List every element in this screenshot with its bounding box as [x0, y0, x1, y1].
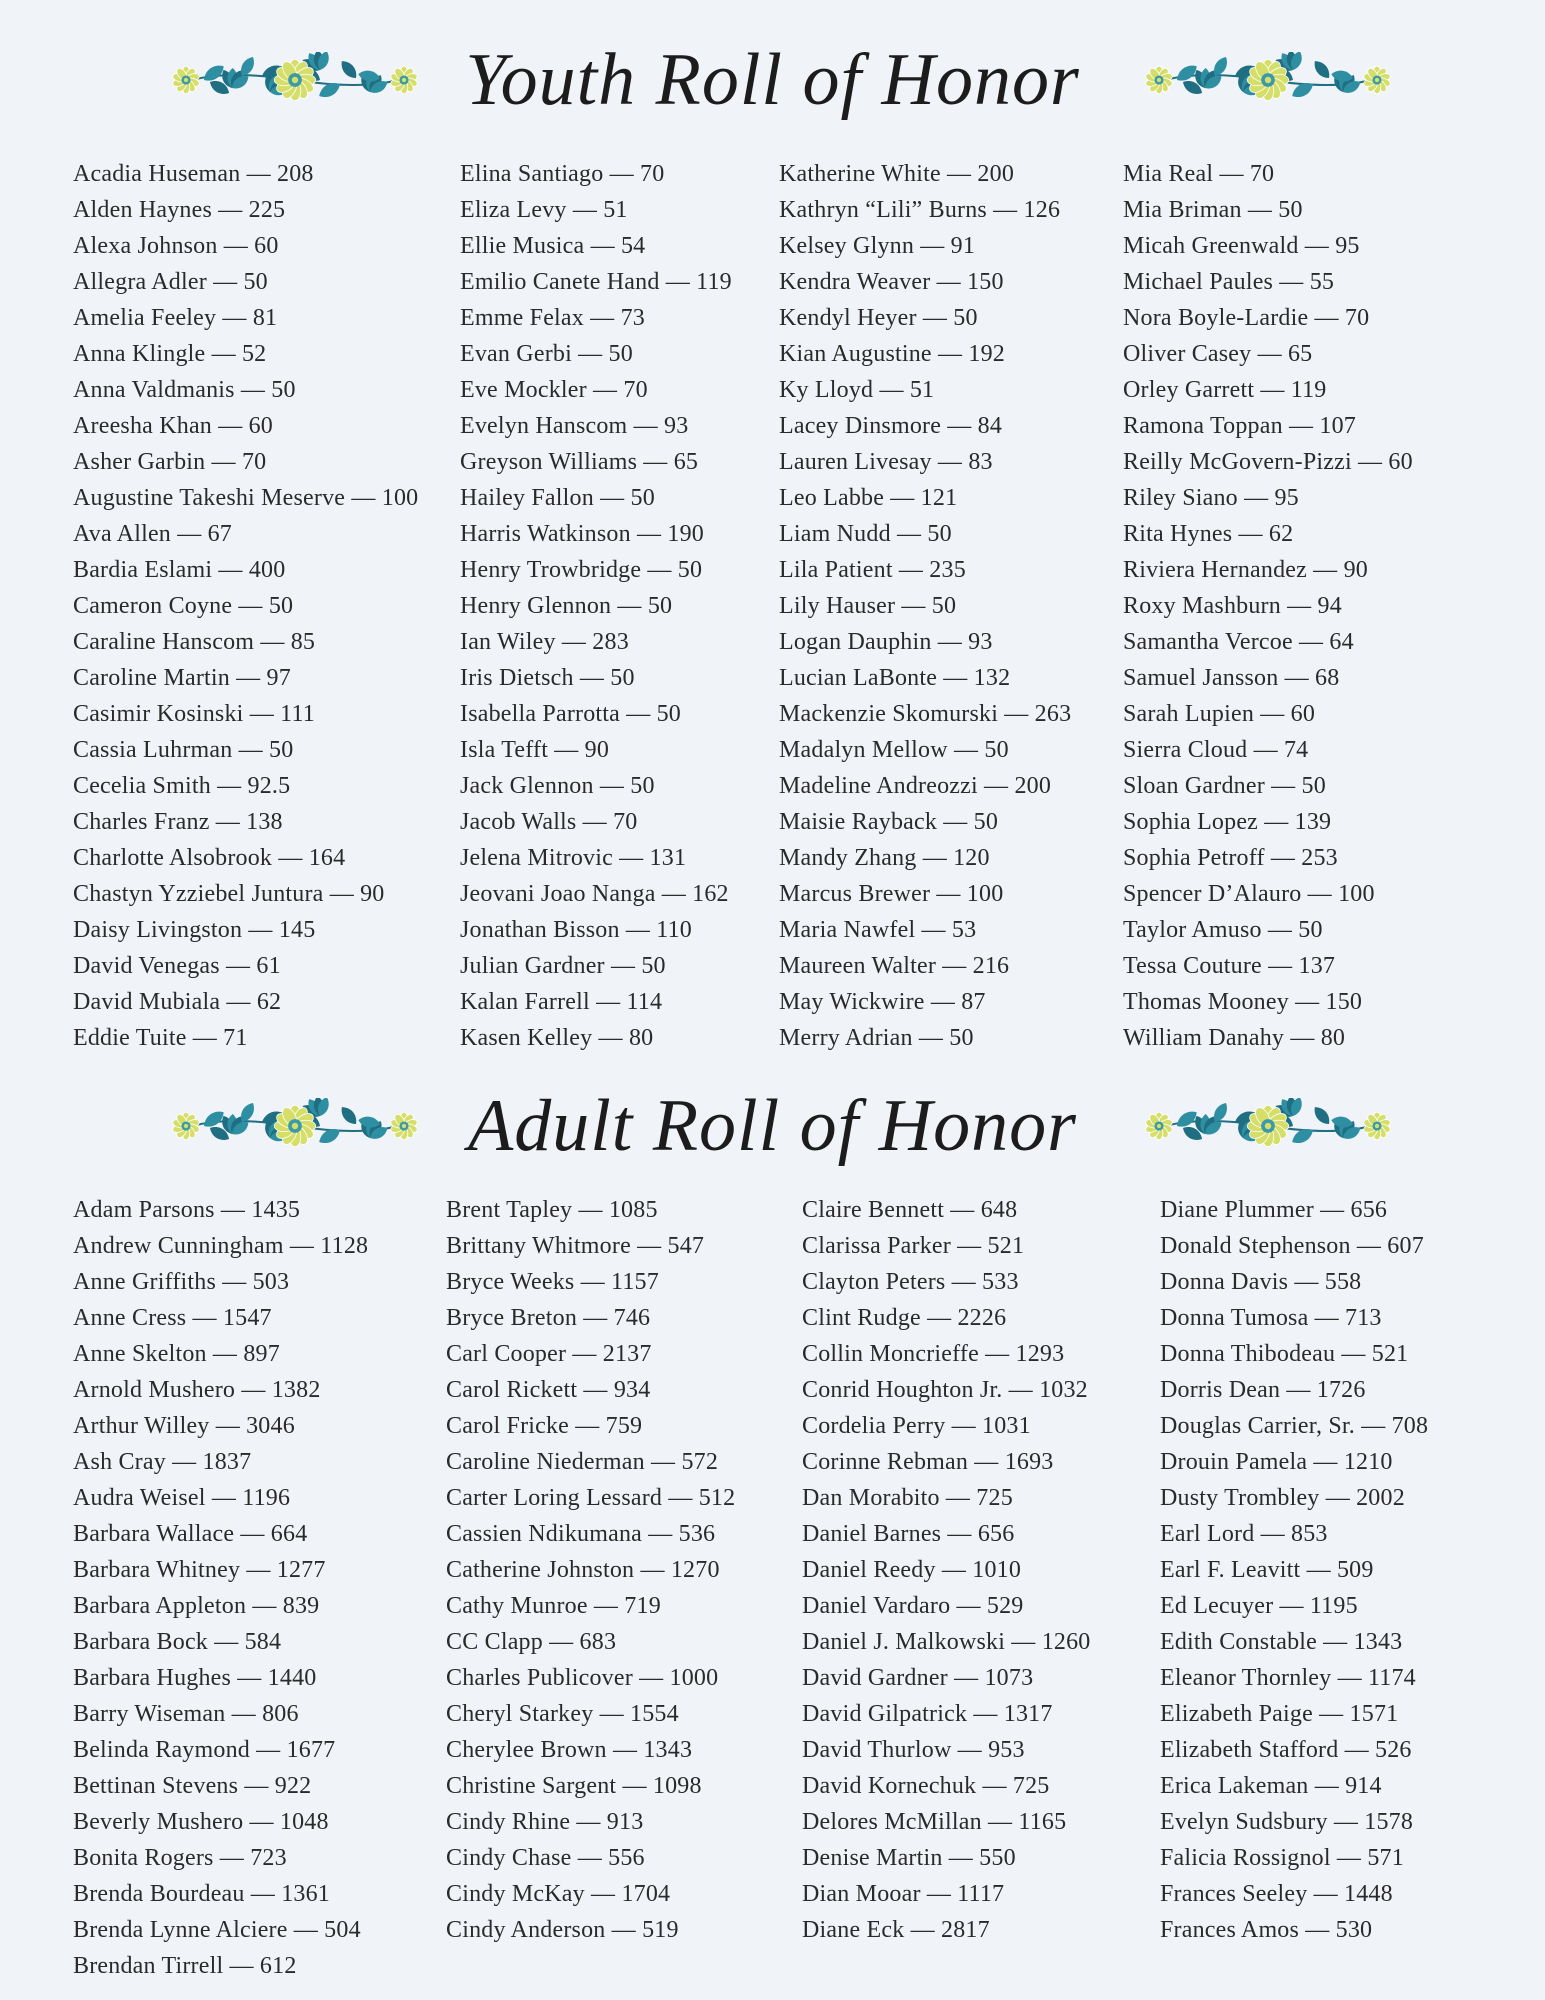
list-item: Cathy Munroe — 719 [446, 1593, 661, 1619]
list-item: David Thurlow — 953 [802, 1737, 1025, 1763]
list-item: Beverly Mushero — 1048 [73, 1809, 329, 1835]
list-item: Daniel Barnes — 656 [802, 1521, 1015, 1547]
list-item: Barbara Hughes — 1440 [73, 1665, 317, 1691]
list-item: Delores McMillan — 1165 [802, 1809, 1067, 1835]
list-item: Emme Felax — 73 [460, 305, 645, 331]
list-item: Charles Publicover — 1000 [446, 1665, 719, 1691]
list-item: Bardia Eslami — 400 [73, 557, 286, 583]
list-item: Liam Nudd — 50 [779, 521, 952, 547]
list-item: Dan Morabito — 725 [802, 1485, 1013, 1511]
list-item: Maureen Walter — 216 [779, 953, 1010, 979]
list-item: Caraline Hanscom — 85 [73, 629, 316, 655]
list-item: Sloan Gardner — 50 [1123, 773, 1326, 799]
list-item: Isabella Parrotta — 50 [460, 701, 681, 727]
list-item: Cindy Chase — 556 [446, 1845, 645, 1871]
list-item: Katherine White — 200 [779, 161, 1015, 187]
list-item: Barbara Whitney — 1277 [73, 1557, 326, 1583]
list-item: May Wickwire — 87 [779, 989, 986, 1015]
list-item: Anna Klingle — 52 [73, 341, 267, 367]
list-item: Earl F. Leavitt — 509 [1160, 1557, 1374, 1583]
list-item: Ellie Musica — 54 [460, 233, 646, 259]
list-item: Jacob Walls — 70 [460, 809, 638, 835]
list-item: Chastyn Yzziebel Juntura — 90 [73, 881, 385, 907]
list-item: Lila Patient — 235 [779, 557, 966, 583]
list-item: Areesha Khan — 60 [73, 413, 274, 439]
list-item: Ian Wiley — 283 [460, 629, 629, 655]
list-item: Ky Lloyd — 51 [779, 377, 935, 403]
list-item: Madalyn Mellow — 50 [779, 737, 1009, 763]
list-item: Ash Cray — 1837 [73, 1449, 252, 1475]
youth-title: Youth Roll of Honor [465, 39, 1080, 121]
list-item: Corinne Rebman — 1693 [802, 1449, 1054, 1475]
youth-column-4 [1123, 156, 1413, 1056]
list-item: Collin Moncrieffe — 1293 [802, 1341, 1065, 1367]
list-item: Oliver Casey — 65 [1123, 341, 1313, 367]
list-item: Anne Cress — 1547 [73, 1305, 272, 1331]
list-item: Allegra Adler — 50 [73, 269, 268, 295]
list-item: Brittany Whitmore — 547 [446, 1233, 705, 1259]
list-item: Maria Nawfel — 53 [779, 917, 977, 943]
list-item: David Venegas — 61 [73, 953, 281, 979]
list-item: Augustine Takeshi Meserve — 100 [73, 485, 419, 511]
list-item: Lily Hauser — 50 [779, 593, 957, 619]
list-item: Erica Lakeman — 914 [1160, 1773, 1382, 1799]
list-item: Cecelia Smith — 92.5 [73, 773, 291, 799]
list-item: Bryce Weeks — 1157 [446, 1269, 659, 1295]
list-item: Mia Real — 70 [1123, 161, 1275, 187]
list-item: Donna Tumosa — 713 [1160, 1305, 1382, 1331]
list-item: Kasen Kelley — 80 [460, 1025, 654, 1051]
list-item: Iris Dietsch — 50 [460, 665, 635, 691]
list-item: Brenda Bourdeau — 1361 [73, 1881, 331, 1907]
list-item: Brendan Tirrell — 612 [73, 1953, 297, 1979]
list-item: Greyson Williams — 65 [460, 449, 699, 475]
list-item: Bonita Rogers — 723 [73, 1845, 287, 1871]
list-item: Ed Lecuyer — 1195 [1160, 1593, 1358, 1619]
list-item: Drouin Pamela — 1210 [1160, 1449, 1393, 1475]
list-item: Carl Cooper — 2137 [446, 1341, 652, 1367]
list-item: Sophia Lopez — 139 [1123, 809, 1332, 835]
youth-column-3 [779, 156, 1071, 1056]
list-item: Cheryl Starkey — 1554 [446, 1701, 679, 1727]
list-item: Tessa Couture — 137 [1123, 953, 1336, 979]
list-item: Dusty Trombley — 2002 [1160, 1485, 1405, 1511]
list-item: Cindy Rhine — 913 [446, 1809, 644, 1835]
list-item: David Mubiala — 62 [73, 989, 282, 1015]
list-item: Anne Skelton — 897 [73, 1341, 280, 1367]
list-item: David Gilpatrick — 1317 [802, 1701, 1053, 1727]
list-item: Maisie Rayback — 50 [779, 809, 999, 835]
list-item: Dorris Dean — 1726 [1160, 1377, 1366, 1403]
list-item: Roxy Mashburn — 94 [1123, 593, 1342, 619]
list-item: David Gardner — 1073 [802, 1665, 1034, 1691]
list-item: Kelsey Glynn — 91 [779, 233, 976, 259]
list-item: Arthur Willey — 3046 [73, 1413, 295, 1439]
list-item: Donald Stephenson — 607 [1160, 1233, 1424, 1259]
adult-column-4 [1160, 1192, 1428, 1948]
list-item: Cindy McKay — 1704 [446, 1881, 671, 1907]
list-item: Brenda Lynne Alciere — 504 [73, 1917, 361, 1943]
list-item: Riviera Hernandez — 90 [1123, 557, 1368, 583]
youth-column-2 [460, 156, 732, 1056]
list-item: Cindy Anderson — 519 [446, 1917, 679, 1943]
list-item: Cordelia Perry — 1031 [802, 1413, 1031, 1439]
list-item: Eve Mockler — 70 [460, 377, 648, 403]
list-item: Adam Parsons — 1435 [73, 1197, 301, 1223]
list-item: Carol Rickett — 934 [446, 1377, 651, 1403]
list-item: Lauren Livesay — 83 [779, 449, 993, 475]
list-item: Eliza Levy — 51 [460, 197, 628, 223]
list-item: Leo Labbe — 121 [779, 485, 958, 511]
list-item: Kalan Farrell — 114 [460, 989, 663, 1015]
list-item: Mandy Zhang — 120 [779, 845, 990, 871]
list-item: Madeline Andreozzi — 200 [779, 773, 1052, 799]
list-item: Charles Franz — 138 [73, 809, 283, 835]
list-item: Alden Haynes — 225 [73, 197, 286, 223]
list-item: Eleanor Thornley — 1174 [1160, 1665, 1416, 1691]
list-item: Anna Valdmanis — 50 [73, 377, 296, 403]
list-item: Marcus Brewer — 100 [779, 881, 1004, 907]
list-item: Emilio Canete Hand — 119 [460, 269, 732, 295]
list-item: Caroline Niederman — 572 [446, 1449, 719, 1475]
list-item: Dian Mooar — 1117 [802, 1881, 1005, 1907]
list-item: Clint Rudge — 2226 [802, 1305, 1007, 1331]
list-item: Orley Garrett — 119 [1123, 377, 1327, 403]
list-item: Ramona Toppan — 107 [1123, 413, 1356, 439]
list-item: Cassia Luhrman — 50 [73, 737, 294, 763]
list-item: Andrew Cunningham — 1128 [73, 1233, 369, 1259]
list-item: Reilly McGovern-Pizzi — 60 [1123, 449, 1413, 475]
list-item: Catherine Johnston — 1270 [446, 1557, 720, 1583]
list-item: Sierra Cloud — 74 [1123, 737, 1309, 763]
list-item: Julian Gardner — 50 [460, 953, 666, 979]
list-item: Clarissa Parker — 521 [802, 1233, 1025, 1259]
list-item: Jelena Mitrovic — 131 [460, 845, 687, 871]
list-item: Edith Constable — 1343 [1160, 1629, 1403, 1655]
list-item: Jeovani Joao Nanga — 162 [460, 881, 729, 907]
list-item: Taylor Amuso — 50 [1123, 917, 1323, 943]
list-item: Donna Davis — 558 [1160, 1269, 1362, 1295]
list-item: Jack Glennon — 50 [460, 773, 655, 799]
list-item: Acadia Huseman — 208 [73, 161, 314, 187]
list-item: Sophia Petroff — 253 [1123, 845, 1338, 871]
list-item: Elina Santiago — 70 [460, 161, 665, 187]
floral-ornament-icon [1143, 1098, 1393, 1154]
list-item: Elizabeth Paige — 1571 [1160, 1701, 1399, 1727]
list-item: William Danahy — 80 [1123, 1025, 1346, 1051]
list-item: Carol Fricke — 759 [446, 1413, 643, 1439]
list-item: Mia Briman — 50 [1123, 197, 1303, 223]
list-item: Conrid Houghton Jr. — 1032 [802, 1377, 1088, 1403]
adult-column-3 [802, 1192, 1091, 1948]
list-item: Isla Tefft — 90 [460, 737, 610, 763]
list-item: Riley Siano — 95 [1123, 485, 1299, 511]
list-item: Harris Watkinson — 190 [460, 521, 705, 547]
list-item: Logan Dauphin — 93 [779, 629, 993, 655]
list-item: Barbara Bock — 584 [73, 1629, 282, 1655]
list-item: Mackenzie Skomurski — 263 [779, 701, 1072, 727]
list-item: Clayton Peters — 533 [802, 1269, 1019, 1295]
youth-column-1 [73, 156, 418, 1056]
list-item: Anne Griffiths — 503 [73, 1269, 290, 1295]
list-item: Barbara Appleton — 839 [73, 1593, 320, 1619]
list-item: Michael Paules — 55 [1123, 269, 1335, 295]
list-item: Arnold Mushero — 1382 [73, 1377, 321, 1403]
list-item: Daniel Reedy — 1010 [802, 1557, 1022, 1583]
list-item: Merry Adrian — 50 [779, 1025, 974, 1051]
list-item: Jonathan Bisson — 110 [460, 917, 692, 943]
list-item: Ava Allen — 67 [73, 521, 232, 547]
list-item: Claire Bennett — 648 [802, 1197, 1018, 1223]
list-item: Cameron Coyne — 50 [73, 593, 294, 619]
list-item: Asher Garbin — 70 [73, 449, 267, 475]
list-item: Samantha Vercoe — 64 [1123, 629, 1354, 655]
list-item: Micah Greenwald — 95 [1123, 233, 1360, 259]
list-item: Evelyn Sudsbury — 1578 [1160, 1809, 1414, 1835]
floral-ornament-icon [1143, 52, 1393, 108]
list-item: Denise Martin — 550 [802, 1845, 1016, 1871]
list-item: Nora Boyle-Lardie — 70 [1123, 305, 1370, 331]
list-item: Falicia Rossignol — 571 [1160, 1845, 1404, 1871]
list-item: CC Clapp — 683 [446, 1629, 617, 1655]
list-item: Henry Trowbridge — 50 [460, 557, 703, 583]
adult-title: Adult Roll of Honor [468, 1085, 1077, 1167]
list-item: Barry Wiseman — 806 [73, 1701, 299, 1727]
adult-section [0, 1076, 1545, 1996]
list-item: Frances Amos — 530 [1160, 1917, 1373, 1943]
list-item: Brent Tapley — 1085 [446, 1197, 658, 1223]
list-item: Daniel J. Malkowski — 1260 [802, 1629, 1091, 1655]
list-item: Casimir Kosinski — 111 [73, 701, 315, 727]
list-item: Douglas Carrier, Sr. — 708 [1160, 1413, 1429, 1439]
list-item: Kendyl Heyer — 50 [779, 305, 978, 331]
list-item: Eddie Tuite — 71 [73, 1025, 248, 1051]
adult-header [0, 1076, 1545, 1176]
list-item: Charlotte Alsobrook — 164 [73, 845, 346, 871]
youth-header [0, 30, 1545, 130]
list-item: Caroline Martin — 97 [73, 665, 291, 691]
adult-column-1 [73, 1192, 368, 1984]
list-item: Carter Loring Lessard — 512 [446, 1485, 736, 1511]
adult-column-2 [446, 1192, 735, 1948]
list-item: Daniel Vardaro — 529 [802, 1593, 1024, 1619]
list-item: Earl Lord — 853 [1160, 1521, 1328, 1547]
list-item: Thomas Mooney — 150 [1123, 989, 1363, 1015]
list-item: Barbara Wallace — 664 [73, 1521, 308, 1547]
list-item: Cherylee Brown — 1343 [446, 1737, 693, 1763]
list-item: Kian Augustine — 192 [779, 341, 1005, 367]
list-item: Kathryn “Lili” Burns — 126 [779, 197, 1061, 223]
list-item: Elizabeth Stafford — 526 [1160, 1737, 1412, 1763]
list-item: Hailey Fallon — 50 [460, 485, 655, 511]
list-item: Amelia Feeley — 81 [73, 305, 278, 331]
list-item: Rita Hynes — 62 [1123, 521, 1294, 547]
list-item: Donna Thibodeau — 521 [1160, 1341, 1409, 1367]
list-item: Kendra Weaver — 150 [779, 269, 1004, 295]
list-item: Alexa Johnson — 60 [73, 233, 279, 259]
list-item: Audra Weisel — 1196 [73, 1485, 291, 1511]
list-item: Bettinan Stevens — 922 [73, 1773, 312, 1799]
list-item: Frances Seeley — 1448 [1160, 1881, 1393, 1907]
list-item: Evelyn Hanscom — 93 [460, 413, 689, 439]
list-item: Diane Eck — 2817 [802, 1917, 990, 1943]
list-item: Evan Gerbi — 50 [460, 341, 633, 367]
list-item: Lacey Dinsmore — 84 [779, 413, 1003, 439]
list-item: Christine Sargent — 1098 [446, 1773, 702, 1799]
list-item: Daisy Livingston — 145 [73, 917, 316, 943]
list-item: Lucian LaBonte — 132 [779, 665, 1011, 691]
youth-section [0, 30, 1545, 1060]
list-item: Diane Plummer — 656 [1160, 1197, 1388, 1223]
list-item: David Kornechuk — 725 [802, 1773, 1050, 1799]
list-item: Belinda Raymond — 1677 [73, 1737, 336, 1763]
list-item: Sarah Lupien — 60 [1123, 701, 1316, 727]
list-item: Samuel Jansson — 68 [1123, 665, 1340, 691]
list-item: Bryce Breton — 746 [446, 1305, 651, 1331]
list-item: Cassien Ndikumana — 536 [446, 1521, 716, 1547]
list-item: Spencer D’Alauro — 100 [1123, 881, 1375, 907]
list-item: Henry Glennon — 50 [460, 593, 673, 619]
